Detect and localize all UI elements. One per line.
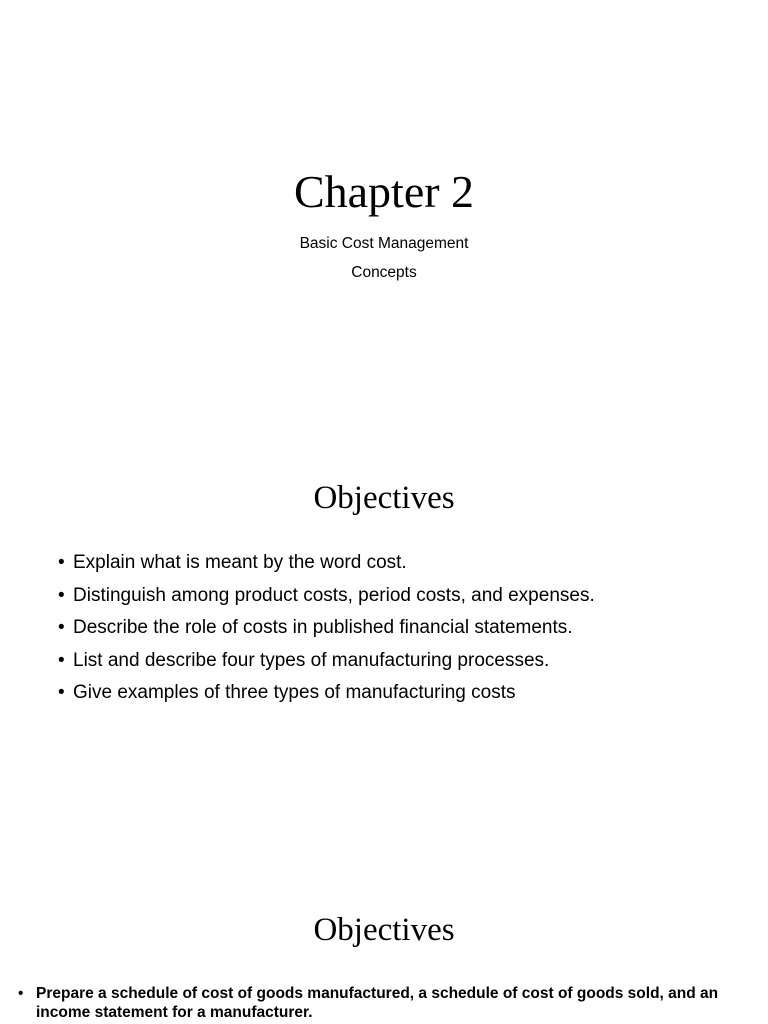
slide-objectives-1	[0, 432, 768, 864]
objective-item: • List and describe four types of manufacturing processes.	[58, 645, 595, 678]
chapter-subtitle	[0, 229, 768, 287]
objective-item: • Give examples of three types of manufacturing costs	[58, 677, 595, 710]
slide-heading: Objectives	[313, 912, 455, 948]
objectives-list	[18, 984, 758, 1022]
slide-title	[0, 0, 768, 432]
objective-item: • Distinguish among product costs, period costs, and expenses.	[58, 580, 595, 613]
subtitle-line: Basic Cost Management	[299, 235, 469, 252]
chapter-title: Chapter 2	[293, 166, 475, 217]
objectives-list	[58, 547, 595, 710]
slide-objectives-2	[0, 864, 768, 1024]
objective-item: • Describe the role of costs in published financial statements.	[58, 612, 595, 645]
objective-item: • Explain what is meant by the word cost.	[58, 547, 595, 580]
subtitle-line: Concepts	[351, 264, 417, 281]
objective-item: • Prepare a schedule of cost of goods manufactured, a schedule of cost of goods sold, and an income statement for a manufacturer.	[18, 984, 758, 1022]
slide-heading: Objectives	[313, 480, 455, 516]
